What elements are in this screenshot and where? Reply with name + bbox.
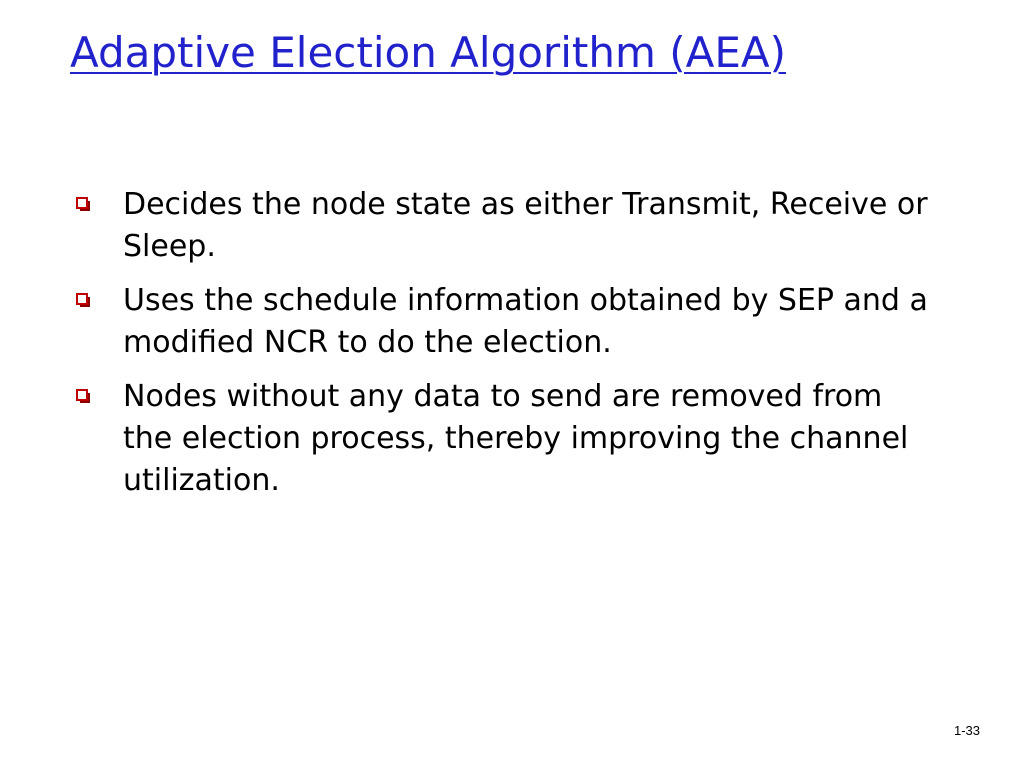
bullet-text: Nodes without any data to send are removed from the election process, thereby improving the channel utilization. <box>123 379 909 498</box>
page-number: 1-33 <box>953 723 980 738</box>
bullet-text: Decides the node state as either Transmit, Receive or Sleep. <box>123 187 928 264</box>
hollow-square-bullet-icon <box>76 197 91 212</box>
bullet-list <box>70 184 940 514</box>
bullet-item <box>70 376 940 502</box>
hollow-square-bullet-icon <box>76 389 91 404</box>
bullet-item <box>70 280 940 364</box>
slide-title: Adaptive Election Algorithm (AEA) <box>70 28 786 77</box>
hollow-square-bullet-icon <box>76 293 91 308</box>
bullet-item <box>70 184 940 268</box>
bullet-text: Uses the schedule information obtained by SEP and a modified NCR to do the election. <box>123 283 928 360</box>
